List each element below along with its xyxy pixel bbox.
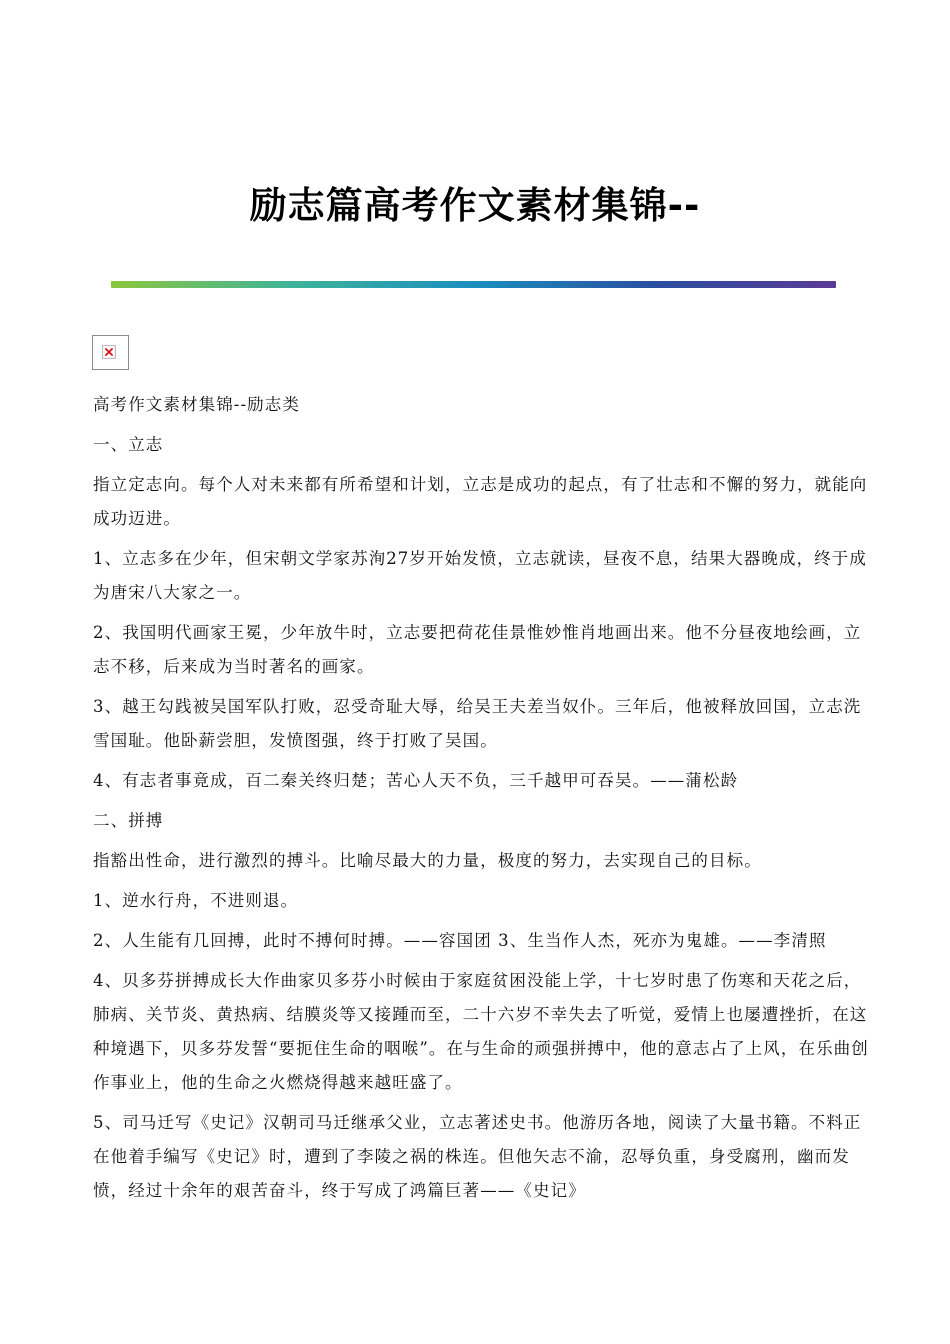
- document-body: [93, 388, 873, 1214]
- broken-image-icon: [102, 345, 116, 359]
- paragraph: 4、贝多芬拼搏成长大作曲家贝多芬小时候由于家庭贫困没能上学，十七岁时患了伤寒和天花之后，肺病、关节炎、黄热病、结膜炎等又接踵而至，二十六岁不幸失去了听觉，爱情上也屡遭挫折，在这种境遇下，贝多芬发誓“要扼住生命的咽喉”。在与生命的顽强拼搏中，他的意志占了上风，在乐曲创作事业上，他的生命之火燃烧得越来越旺盛了。: [93, 971, 869, 1092]
- broken-image-placeholder: [92, 335, 129, 370]
- paragraph: 2、我国明代画家王冕，少年放牛时，立志要把荷花佳景惟妙惟肖地画出来。他不分昼夜地绘画，立志不移，后来成为当时著名的画家。: [93, 623, 862, 676]
- paragraph: 5、司马迁写《史记》汉朝司马迁继承父业，立志著述史书。他游历各地，阅读了大量书籍。不料正在他着手编写《史记》时，遭到了李陵之祸的株连。但他矢志不渝，忍辱负重，身受腐刑，幽而发愤，经过十余年的艰苦奋斗，终于写成了鸿篇巨著——《史记》: [93, 1113, 862, 1200]
- document-title: 励志篇高考作文素材集锦--: [249, 184, 701, 227]
- close-x-icon: [105, 348, 113, 356]
- paragraph: 3、越王勾践被吴国军队打败，忍受奇耻大辱，给吴王夫差当奴仆。三年后，他被释放回国，立志洗雪国耻。他卧薪尝胆，发愤图强，终于打败了吴国。: [93, 697, 862, 750]
- paragraph: 指立定志向。每个人对未来都有所希望和计划，立志是成功的起点，有了壮志和不懈的努力，就能向成功迈进。: [93, 475, 868, 528]
- paragraph: 指豁出性命，进行激烈的搏斗。比喻尽最大的力量，极度的努力，去实现自己的目标。: [93, 851, 762, 870]
- paragraph: 1、立志多在少年，但宋朝文学家苏洵27岁开始发愤，立志就读，昼夜不息，结果大器晚成，终于成为唐宋八大家之一。: [93, 549, 867, 602]
- paragraph-subtitle: 高考作文素材集锦--励志类: [93, 395, 300, 414]
- title-underline-rule: [111, 281, 836, 288]
- paragraph: 1、逆水行舟，不进则退。: [93, 891, 299, 910]
- section-heading-lizhi: 一、立志: [93, 435, 164, 454]
- section-heading-pinbo: 二、拼搏: [93, 811, 164, 830]
- paragraph: 4、有志者事竟成，百二秦关终归楚；苦心人天不负，三千越甲可吞吴。——蒲松龄: [93, 771, 739, 790]
- paragraph: 2、人生能有几回搏，此时不搏何时搏。——容国团 3、生当作人杰，死亦为鬼雄。——李清照: [93, 931, 827, 950]
